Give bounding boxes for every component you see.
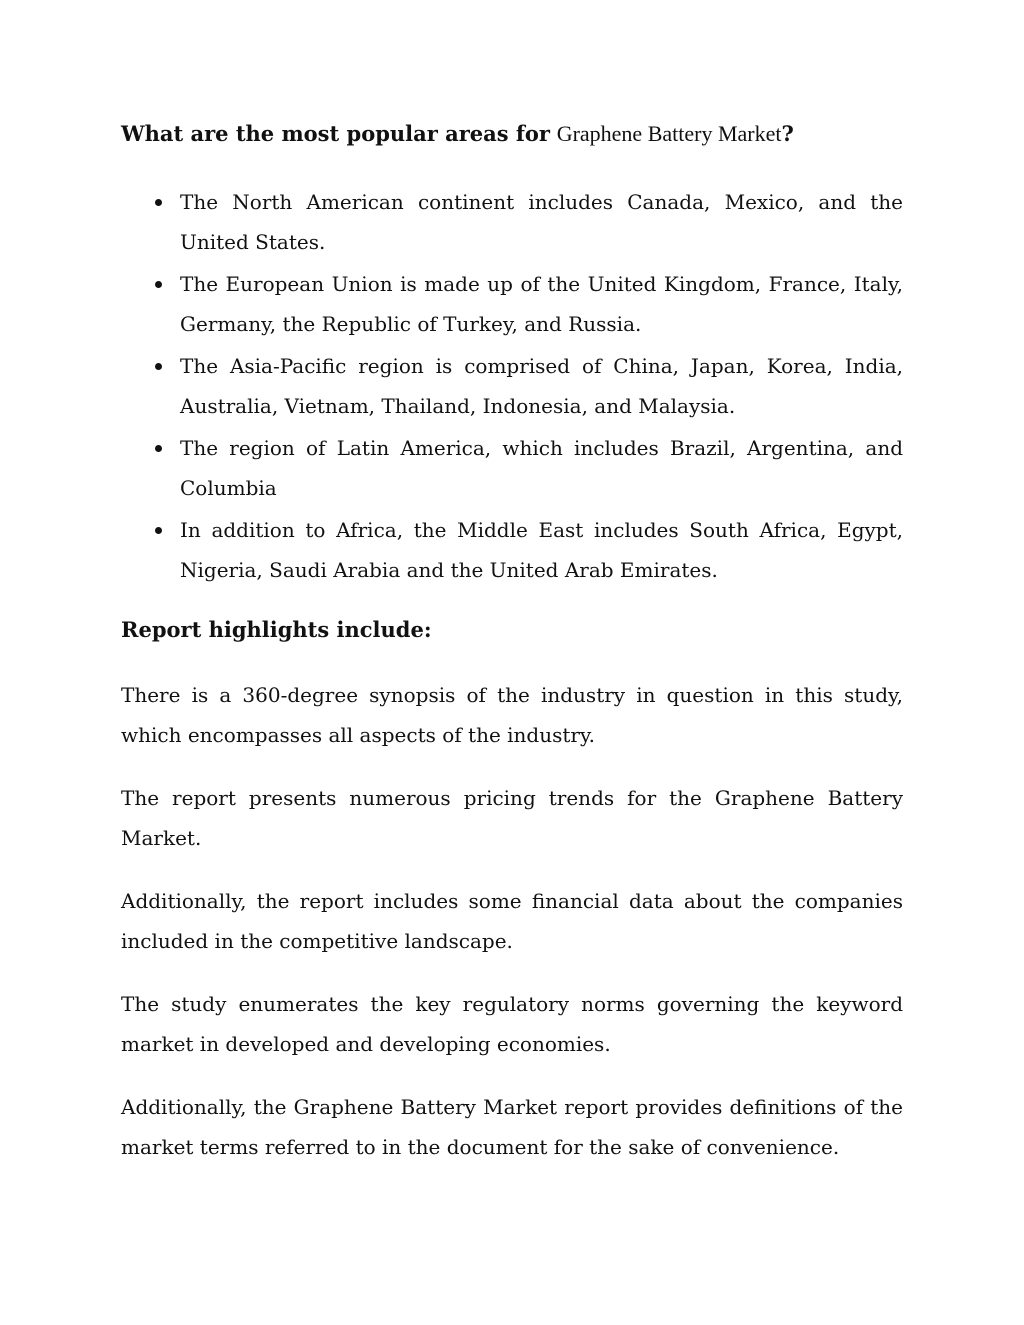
- region-text: The North American continent includes Canada, Mexico, and the United States.: [180, 190, 903, 254]
- region-text: In addition to Africa, the Middle East includes South Africa, Egypt, Nigeria, Saudi Arabia and the United Arab Emirates.: [180, 518, 903, 582]
- region-text: The Asia-Pacific region is comprised of China, Japan, Korea, India, Australia, Vietnam, Thailand, Indonesia, and Malaysia.: [180, 354, 903, 418]
- paragraph-definitions: Additionally, the Graphene Battery Market report provides definitions of the market terms referred to in the document for the sake of convenience.: [121, 1095, 903, 1159]
- list-item: [121, 264, 903, 344]
- question-heading-market: Graphene Battery Market: [556, 121, 782, 146]
- list-item: [121, 510, 903, 590]
- question-heading-bold: What are the most popular areas for: [121, 121, 550, 146]
- highlights-heading: Report highlights include:: [121, 617, 432, 642]
- list-item: [121, 428, 903, 508]
- paragraph-synopsis: There is a 360-degree synopsis of the industry in question in this study, which encompasses all aspects of the industry.: [121, 683, 903, 747]
- paragraph-regulatory: The study enumerates the key regulatory norms governing the keyword market in developed and developing economies.: [121, 992, 903, 1056]
- region-text: The region of Latin America, which includes Brazil, Argentina, and Columbia: [180, 436, 903, 500]
- bullet-icon: [155, 363, 162, 370]
- bullet-icon: [155, 199, 162, 206]
- question-heading-mark: ?: [781, 121, 794, 146]
- bullet-icon: [155, 527, 162, 534]
- bullet-icon: [155, 445, 162, 452]
- paragraph-pricing: The report presents numerous pricing trends for the Graphene Battery Market.: [121, 786, 903, 850]
- list-item: [121, 182, 903, 262]
- paragraph-financial: Additionally, the report includes some financial data about the companies included in the competitive landscape.: [121, 889, 903, 953]
- list-item: [121, 346, 903, 426]
- question-heading: [121, 118, 903, 150]
- bullet-icon: [155, 281, 162, 288]
- regions-list: [121, 182, 903, 592]
- region-text: The European Union is made up of the United Kingdom, France, Italy, Germany, the Republic of Turkey, and Russia.: [180, 272, 903, 336]
